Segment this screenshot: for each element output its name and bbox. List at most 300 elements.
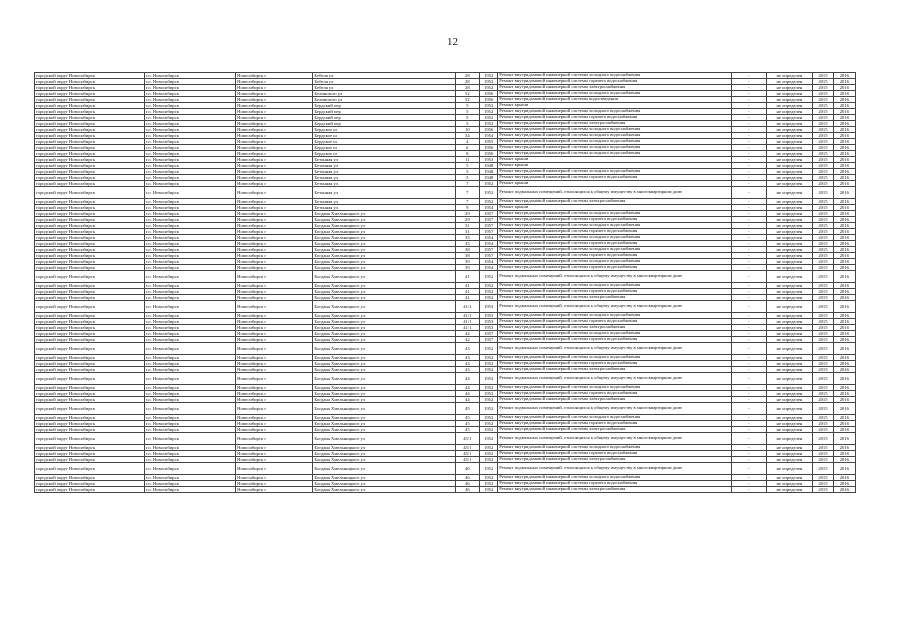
contractor-cell: не определен	[766, 391, 813, 397]
municipality-cell: городской округ Новосибирск	[35, 109, 145, 115]
house-cell: 52	[455, 91, 479, 97]
city-cell: Новосибирск г	[236, 361, 313, 367]
work-type-cell: Ремонт подвальных помещений, относящихся к общему имуществу в многоквартирном доме	[498, 433, 732, 445]
table-row	[35, 487, 856, 493]
contractor-cell: не определен	[766, 385, 813, 391]
cost-cell: -	[731, 331, 766, 337]
municipality-cell: городской округ Новосибирск	[35, 289, 145, 295]
city-cell: Новосибирск г	[236, 271, 313, 283]
year-cell: 1952	[480, 103, 498, 109]
house-cell: 29	[455, 217, 479, 223]
settlement-cell: г.о. Новосибирск	[144, 133, 235, 139]
settlement-cell: г.о. Новосибирск	[144, 271, 235, 283]
contractor-cell: не определен	[766, 91, 813, 97]
street-cell: Богдана Хмельницкого ул	[313, 241, 455, 247]
street-cell: Белинского ул	[313, 97, 455, 103]
house-cell: 4	[455, 139, 479, 145]
year-cell: 1952	[480, 85, 498, 91]
house-cell: 45	[455, 421, 479, 427]
table-row	[35, 301, 856, 313]
page-number: 12	[447, 36, 458, 48]
start-year-cell: 2015	[813, 283, 833, 289]
municipality-cell: городской округ Новосибирск	[35, 157, 145, 163]
cost-cell: -	[731, 391, 766, 397]
settlement-cell: г.о. Новосибирск	[144, 415, 235, 421]
municipality-cell: городской округ Новосибирск	[35, 247, 145, 253]
work-type-cell: Ремонт внутридомовой инженерной системы горячего водоснабжения	[498, 79, 732, 85]
end-year-cell: 2016	[833, 259, 855, 265]
settlement-cell: г.о. Новосибирск	[144, 97, 235, 103]
street-cell: Бебеля ул	[313, 73, 455, 79]
settlement-cell: г.о. Новосибирск	[144, 457, 235, 463]
settlement-cell: г.о. Новосибирск	[144, 157, 235, 163]
cost-cell: -	[731, 319, 766, 325]
year-cell: 1955	[480, 139, 498, 145]
end-year-cell: 2016	[833, 175, 855, 181]
house-cell: 44	[455, 373, 479, 385]
contractor-cell: не определен	[766, 367, 813, 373]
city-cell: Новосибирск г	[236, 457, 313, 463]
city-cell: Новосибирск г	[236, 217, 313, 223]
start-year-cell: 2015	[813, 451, 833, 457]
house-cell: 45/1	[455, 433, 479, 445]
cost-cell: -	[731, 433, 766, 445]
street-cell: Богдана Хмельницкого ул	[313, 433, 455, 445]
start-year-cell: 2015	[813, 457, 833, 463]
year-cell: 1956	[480, 97, 498, 103]
municipality-cell: городской округ Новосибирск	[35, 229, 145, 235]
settlement-cell: г.о. Новосибирск	[144, 391, 235, 397]
settlement-cell: г.о. Новосибирск	[144, 361, 235, 367]
settlement-cell: г.о. Новосибирск	[144, 433, 235, 445]
street-cell: Богдана Хмельницкого ул	[313, 319, 455, 325]
contractor-cell: не определен	[766, 403, 813, 415]
work-type-cell: Ремонт внутридомовой инженерной системы горячего водоснабжения	[498, 241, 732, 247]
municipality-cell: городской округ Новосибирск	[35, 259, 145, 265]
street-cell: Бетонная ул	[313, 169, 455, 175]
start-year-cell: 2015	[813, 187, 833, 199]
municipality-cell: городской округ Новосибирск	[35, 121, 145, 127]
contractor-cell: не определен	[766, 223, 813, 229]
municipality-cell: городской округ Новосибирск	[35, 385, 145, 391]
settlement-cell: г.о. Новосибирск	[144, 241, 235, 247]
house-cell: 39	[455, 259, 479, 265]
contractor-cell: не определен	[766, 187, 813, 199]
start-year-cell: 2015	[813, 289, 833, 295]
contractor-cell: не определен	[766, 337, 813, 343]
city-cell: Новосибирск г	[236, 259, 313, 265]
street-cell: Богдана Хмельницкого ул	[313, 283, 455, 289]
municipality-cell: городской округ Новосибирск	[35, 103, 145, 109]
street-cell: Бердский пер	[313, 103, 455, 109]
contractor-cell: не определен	[766, 109, 813, 115]
contractor-cell: не определен	[766, 247, 813, 253]
year-cell: 1953	[480, 325, 498, 331]
settlement-cell: г.о. Новосибирск	[144, 283, 235, 289]
year-cell: 1952	[480, 427, 498, 433]
street-cell: Бетонная ул	[313, 187, 455, 199]
year-cell: 1953	[480, 313, 498, 319]
cost-cell: -	[731, 157, 766, 163]
cost-cell: -	[731, 127, 766, 133]
contractor-cell: не определен	[766, 355, 813, 361]
street-cell: Богдана Хмельницкого ул	[313, 385, 455, 391]
work-type-cell: Ремонт внутридомовой инженерной системы холодного водоснабжения	[498, 211, 732, 217]
work-type-cell: Ремонт крыши	[498, 181, 732, 187]
contractor-cell: не определен	[766, 313, 813, 319]
work-type-cell: Ремонт внутридомовой инженерной системы водоотведения	[498, 97, 732, 103]
municipality-cell: городской округ Новосибирск	[35, 361, 145, 367]
cost-cell: -	[731, 211, 766, 217]
settlement-cell: г.о. Новосибирск	[144, 445, 235, 451]
contractor-cell: не определен	[766, 475, 813, 481]
municipality-cell: городской округ Новосибирск	[35, 337, 145, 343]
start-year-cell: 2015	[813, 427, 833, 433]
end-year-cell: 2016	[833, 217, 855, 223]
street-cell: Бетонная ул	[313, 157, 455, 163]
cost-cell: -	[731, 247, 766, 253]
house-cell: 28	[455, 85, 479, 91]
municipality-cell: городской округ Новосибирск	[35, 283, 145, 289]
city-cell: Новосибирск г	[236, 157, 313, 163]
end-year-cell: 2016	[833, 343, 855, 355]
year-cell: 1952	[480, 181, 498, 187]
house-cell: 41/1	[455, 313, 479, 319]
settlement-cell: г.о. Новосибирск	[144, 115, 235, 121]
end-year-cell: 2016	[833, 463, 855, 475]
street-cell: Белинского ул	[313, 91, 455, 97]
contractor-cell: не определен	[766, 361, 813, 367]
settlement-cell: г.о. Новосибирск	[144, 451, 235, 457]
contractor-cell: не определен	[766, 463, 813, 475]
end-year-cell: 2016	[833, 253, 855, 259]
house-cell: 9	[455, 205, 479, 211]
year-cell: 1952	[480, 481, 498, 487]
start-year-cell: 2015	[813, 481, 833, 487]
city-cell: Новосибирск г	[236, 211, 313, 217]
start-year-cell: 2015	[813, 151, 833, 157]
municipality-cell: городской округ Новосибирск	[35, 445, 145, 451]
house-cell: 46	[455, 463, 479, 475]
year-cell: 1952	[480, 397, 498, 403]
municipality-cell: городской округ Новосибирск	[35, 79, 145, 85]
municipality-cell: городской округ Новосибирск	[35, 151, 145, 157]
municipality-cell: городской округ Новосибирск	[35, 457, 145, 463]
year-cell: 1952	[480, 295, 498, 301]
year-cell: 1956	[480, 127, 498, 133]
city-cell: Новосибирск г	[236, 295, 313, 301]
municipality-cell: городской округ Новосибирск	[35, 235, 145, 241]
work-type-cell: Ремонт подвальных помещений, относящихся к общему имуществу в многоквартирном доме	[498, 373, 732, 385]
contractor-cell: не определен	[766, 457, 813, 463]
city-cell: Новосибирск г	[236, 169, 313, 175]
settlement-cell: г.о. Новосибирск	[144, 481, 235, 487]
city-cell: Новосибирск г	[236, 415, 313, 421]
city-cell: Новосибирск г	[236, 397, 313, 403]
cost-cell: -	[731, 295, 766, 301]
street-cell: Бердское ш	[313, 127, 455, 133]
year-cell: 1957	[480, 223, 498, 229]
year-cell: 1952	[480, 373, 498, 385]
end-year-cell: 2016	[833, 73, 855, 79]
street-cell: Богдана Хмельницкого ул	[313, 235, 455, 241]
year-cell: 1957	[480, 217, 498, 223]
end-year-cell: 2016	[833, 283, 855, 289]
contractor-cell: не определен	[766, 169, 813, 175]
settlement-cell: г.о. Новосибирск	[144, 223, 235, 229]
cost-cell: -	[731, 79, 766, 85]
start-year-cell: 2015	[813, 265, 833, 271]
work-type-cell: Ремонт внутридомовой инженерной системы холодного водоснабжения	[498, 331, 732, 337]
street-cell: Богдана Хмельницкого ул	[313, 211, 455, 217]
cost-cell: -	[731, 415, 766, 421]
street-cell: Богдана Хмельницкого ул	[313, 247, 455, 253]
work-type-cell: Ремонт внутридомовой инженерной системы холодного водоснабжения	[498, 91, 732, 97]
street-cell: Бетонная ул	[313, 175, 455, 181]
year-cell: 1952	[480, 115, 498, 121]
cost-cell: -	[731, 481, 766, 487]
start-year-cell: 2015	[813, 199, 833, 205]
cost-cell: -	[731, 457, 766, 463]
contractor-cell: не определен	[766, 121, 813, 127]
street-cell: Бебеля ул	[313, 85, 455, 91]
contractor-cell: не определен	[766, 331, 813, 337]
settlement-cell: г.о. Новосибирск	[144, 463, 235, 475]
house-cell: 45	[455, 403, 479, 415]
start-year-cell: 2015	[813, 229, 833, 235]
year-cell: 1954	[480, 259, 498, 265]
start-year-cell: 2015	[813, 115, 833, 121]
start-year-cell: 2015	[813, 73, 833, 79]
contractor-cell: не определен	[766, 295, 813, 301]
cost-cell: -	[731, 85, 766, 91]
municipality-cell: городской округ Новосибирск	[35, 181, 145, 187]
start-year-cell: 2015	[813, 397, 833, 403]
work-type-cell: Ремонт внутридомовой инженерной системы холодного водоснабжения	[498, 445, 732, 451]
year-cell: 1957	[480, 331, 498, 337]
municipality-cell: городской округ Новосибирск	[35, 367, 145, 373]
end-year-cell: 2016	[833, 301, 855, 313]
year-cell: 1952	[480, 385, 498, 391]
contractor-cell: не определен	[766, 145, 813, 151]
municipality-cell: городской округ Новосибирск	[35, 451, 145, 457]
municipality-cell: городской округ Новосибирск	[35, 373, 145, 385]
settlement-cell: г.о. Новосибирск	[144, 109, 235, 115]
house-cell: 43	[455, 367, 479, 373]
end-year-cell: 2016	[833, 445, 855, 451]
settlement-cell: г.о. Новосибирск	[144, 247, 235, 253]
start-year-cell: 2015	[813, 247, 833, 253]
house-cell: 7	[455, 187, 479, 199]
end-year-cell: 2016	[833, 361, 855, 367]
start-year-cell: 2015	[813, 373, 833, 385]
year-cell: 1952	[480, 355, 498, 361]
year-cell: 1957	[480, 211, 498, 217]
municipality-cell: городской округ Новосибирск	[35, 187, 145, 199]
settlement-cell: г.о. Новосибирск	[144, 421, 235, 427]
work-type-cell: Ремонт внутридомовой инженерной системы горячего водоснабжения	[498, 391, 732, 397]
end-year-cell: 2016	[833, 127, 855, 133]
municipality-cell: городской округ Новосибирск	[35, 163, 145, 169]
end-year-cell: 2016	[833, 391, 855, 397]
contractor-cell: не определен	[766, 133, 813, 139]
city-cell: Новосибирск г	[236, 181, 313, 187]
start-year-cell: 2015	[813, 403, 833, 415]
end-year-cell: 2016	[833, 313, 855, 319]
street-cell: Богдана Хмельницкого ул	[313, 253, 455, 259]
year-cell: 1956	[480, 145, 498, 151]
start-year-cell: 2015	[813, 253, 833, 259]
work-type-cell: Ремонт внутридомовой инженерной системы электроснабжения	[498, 199, 732, 205]
city-cell: Новосибирск г	[236, 199, 313, 205]
work-type-cell: Ремонт внутридомовой инженерной системы холодного водоснабжения	[498, 415, 732, 421]
cost-cell: -	[731, 313, 766, 319]
work-type-cell: Ремонт внутридомовой инженерной системы горячего водоснабжения	[498, 361, 732, 367]
cost-cell: -	[731, 271, 766, 283]
house-cell: 41/1	[455, 319, 479, 325]
house-cell: 43	[455, 361, 479, 367]
contractor-cell: не определен	[766, 325, 813, 331]
street-cell: Бебеля ул	[313, 79, 455, 85]
street-cell: Бетонная ул	[313, 181, 455, 187]
street-cell: Бетонная ул	[313, 163, 455, 169]
end-year-cell: 2016	[833, 331, 855, 337]
contractor-cell: не определен	[766, 253, 813, 259]
city-cell: Новосибирск г	[236, 121, 313, 127]
year-cell: 1952	[480, 457, 498, 463]
city-cell: Новосибирск г	[236, 139, 313, 145]
cost-cell: -	[731, 385, 766, 391]
end-year-cell: 2016	[833, 457, 855, 463]
house-cell: 43	[455, 355, 479, 361]
year-cell: 1952	[480, 403, 498, 415]
house-cell: 35	[455, 241, 479, 247]
settlement-cell: г.о. Новосибирск	[144, 181, 235, 187]
city-cell: Новосибирск г	[236, 229, 313, 235]
settlement-cell: г.о. Новосибирск	[144, 229, 235, 235]
contractor-cell: не определен	[766, 421, 813, 427]
start-year-cell: 2015	[813, 133, 833, 139]
start-year-cell: 2015	[813, 415, 833, 421]
cost-cell: -	[731, 187, 766, 199]
work-type-cell: Ремонт внутридомовой инженерной системы холодного водоснабжения	[498, 259, 732, 265]
cost-cell: -	[731, 361, 766, 367]
settlement-cell: г.о. Новосибирск	[144, 175, 235, 181]
year-cell: 1954	[480, 265, 498, 271]
settlement-cell: г.о. Новосибирск	[144, 139, 235, 145]
end-year-cell: 2016	[833, 355, 855, 361]
municipality-cell: городской округ Новосибирск	[35, 325, 145, 331]
street-cell: Богдана Хмельницкого ул	[313, 403, 455, 415]
city-cell: Новосибирск г	[236, 85, 313, 91]
house-cell: 41/1	[455, 301, 479, 313]
cost-cell: -	[731, 229, 766, 235]
contractor-cell: не определен	[766, 157, 813, 163]
contractor-cell: не определен	[766, 343, 813, 355]
work-type-cell: Ремонт крыши	[498, 103, 732, 109]
municipality-cell: городской округ Новосибирск	[35, 319, 145, 325]
start-year-cell: 2015	[813, 355, 833, 361]
work-type-cell: Ремонт внутридомовой инженерной системы холодного водоснабжения	[498, 223, 732, 229]
start-year-cell: 2015	[813, 463, 833, 475]
city-cell: Новосибирск г	[236, 265, 313, 271]
end-year-cell: 2016	[833, 121, 855, 127]
contractor-cell: не определен	[766, 199, 813, 205]
house-cell: 45	[455, 415, 479, 421]
municipality-cell: городской округ Новосибирск	[35, 169, 145, 175]
contractor-cell: не определен	[766, 451, 813, 457]
street-cell: Бердский пер	[313, 115, 455, 121]
municipality-cell: городской округ Новосибирск	[35, 97, 145, 103]
city-cell: Новосибирск г	[236, 367, 313, 373]
cost-cell: -	[731, 265, 766, 271]
contractor-cell: не определен	[766, 85, 813, 91]
cost-cell: -	[731, 205, 766, 211]
contractor-cell: не определен	[766, 175, 813, 181]
year-cell: 1952	[480, 79, 498, 85]
municipality-cell: городской округ Новосибирск	[35, 265, 145, 271]
cost-cell: -	[731, 223, 766, 229]
cost-cell: -	[731, 163, 766, 169]
start-year-cell: 2015	[813, 367, 833, 373]
street-cell: Богдана Хмельницкого ул	[313, 487, 455, 493]
capital-repair-table	[34, 72, 856, 493]
contractor-cell: не определен	[766, 151, 813, 157]
cost-cell: -	[731, 169, 766, 175]
city-cell: Новосибирск г	[236, 427, 313, 433]
city-cell: Новосибирск г	[236, 127, 313, 133]
street-cell: Богдана Хмельницкого ул	[313, 457, 455, 463]
end-year-cell: 2016	[833, 235, 855, 241]
work-type-cell: Ремонт внутридомовой инженерной системы холодного водоснабжения	[498, 355, 732, 361]
settlement-cell: г.о. Новосибирск	[144, 337, 235, 343]
year-cell: 1952	[480, 121, 498, 127]
work-type-cell: Ремонт подвальных помещений, относящихся к общему имуществу в многоквартирном доме	[498, 343, 732, 355]
house-cell: 45/1	[455, 445, 479, 451]
work-type-cell: Ремонт внутридомовой инженерной системы горячего водоснабжения	[498, 337, 732, 343]
year-cell: 1952	[480, 433, 498, 445]
settlement-cell: г.о. Новосибирск	[144, 295, 235, 301]
cost-cell: -	[731, 475, 766, 481]
start-year-cell: 2015	[813, 175, 833, 181]
settlement-cell: г.о. Новосибирск	[144, 79, 235, 85]
street-cell: Богдана Хмельницкого ул	[313, 373, 455, 385]
cost-cell: -	[731, 109, 766, 115]
year-cell: 1957	[480, 229, 498, 235]
contractor-cell: не определен	[766, 241, 813, 247]
work-type-cell: Ремонт внутридомовой инженерной системы электроснабжения	[498, 121, 732, 127]
settlement-cell: г.о. Новосибирск	[144, 85, 235, 91]
work-type-cell: Ремонт внутридомовой инженерной системы холодного водоснабжения	[498, 109, 732, 115]
end-year-cell: 2016	[833, 205, 855, 211]
cost-cell: -	[731, 139, 766, 145]
start-year-cell: 2015	[813, 301, 833, 313]
start-year-cell: 2015	[813, 181, 833, 187]
house-cell: 31	[455, 229, 479, 235]
settlement-cell: г.о. Новосибирск	[144, 325, 235, 331]
house-cell: 31	[455, 223, 479, 229]
start-year-cell: 2015	[813, 313, 833, 319]
year-cell: 1957	[480, 247, 498, 253]
settlement-cell: г.о. Новосибирск	[144, 145, 235, 151]
work-type-cell: Ремонт внутридомовой инженерной системы электроснабжения	[498, 295, 732, 301]
house-cell: 5	[455, 121, 479, 127]
cost-cell: -	[731, 217, 766, 223]
contractor-cell: не определен	[766, 301, 813, 313]
contractor-cell: не определен	[766, 433, 813, 445]
settlement-cell: г.о. Новосибирск	[144, 373, 235, 385]
end-year-cell: 2016	[833, 181, 855, 187]
